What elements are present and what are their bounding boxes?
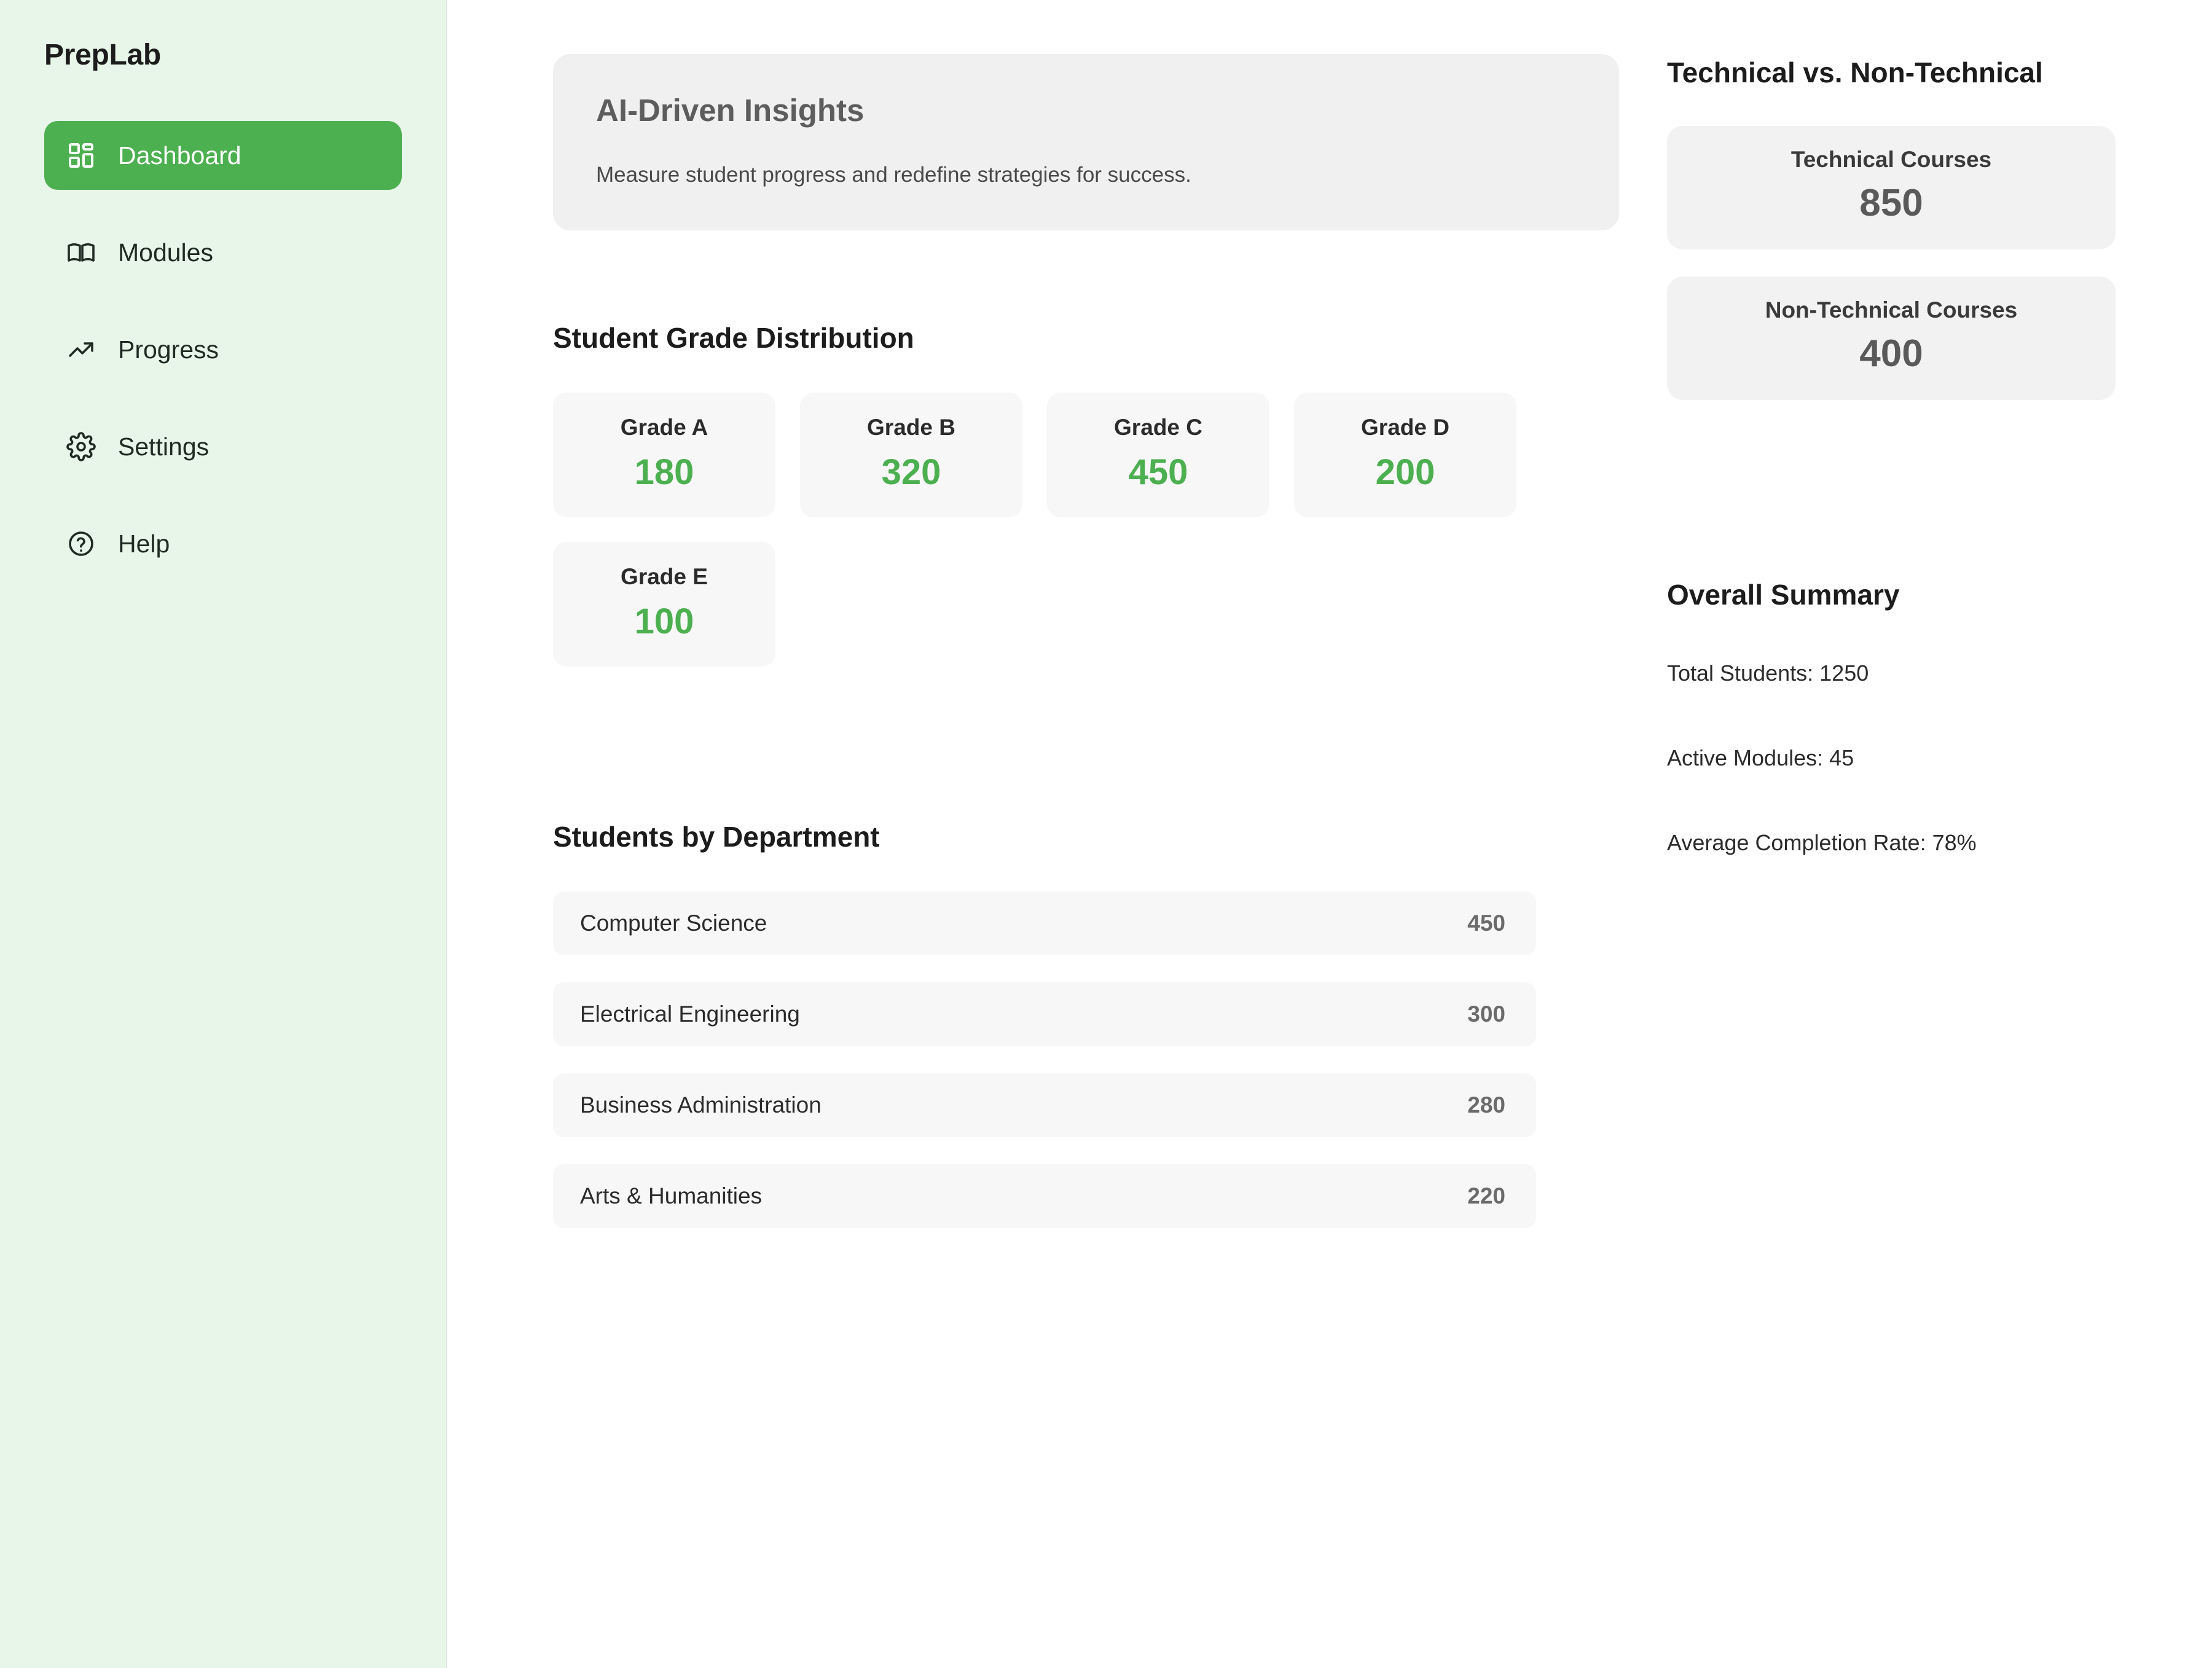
book-icon (65, 237, 97, 268)
sidebar-item-label: Settings (118, 432, 210, 461)
sidebar-item-label: Modules (118, 238, 213, 267)
app-brand: PrepLab (44, 39, 161, 71)
grade-card-value: 180 (634, 452, 694, 492)
department-list (553, 891, 1536, 1228)
department-count: 280 (1467, 1092, 1505, 1118)
grade-card-label: Grade B (867, 415, 955, 440)
list-item[interactable] (553, 1073, 1536, 1137)
department-name: Computer Science (580, 910, 767, 936)
grade-distribution-title: Student Grade Distribution (553, 322, 914, 354)
grade-card-value: 450 (1128, 452, 1188, 492)
department-name: Arts & Humanities (580, 1183, 763, 1208)
grade-card-value: 100 (634, 601, 694, 641)
grade-card-value: 200 (1375, 452, 1435, 492)
sidebar-item-help[interactable] (44, 509, 402, 578)
stat-card-value: 850 (1859, 182, 1923, 225)
sidebar-item-label: Help (118, 529, 170, 558)
departments-title: Students by Department (553, 821, 880, 853)
stat-card-label: Technical Courses (1790, 147, 1992, 173)
sidebar-item-label: Dashboard (118, 141, 241, 170)
stat-card-technical-courses (1667, 126, 2116, 249)
grade-card (1294, 393, 1516, 517)
stat-card-label: Non-Technical Courses (1765, 297, 2018, 323)
banner-title: AI-Driven Insights (596, 93, 865, 128)
sidebar-item-modules[interactable] (44, 218, 402, 287)
gear-icon (65, 431, 97, 463)
list-item[interactable] (553, 982, 1536, 1046)
summary-completion-rate: Average Completion Rate: 78% (1667, 830, 1977, 856)
question-circle-icon (65, 528, 97, 560)
grade-card-label: Grade A (620, 415, 708, 440)
grade-card (553, 393, 775, 517)
summary-active-modules: Active Modules: 45 (1667, 745, 1854, 771)
overall-summary (1667, 578, 2163, 856)
stat-card-non-technical-courses (1667, 276, 2116, 400)
summary-total-students: Total Students: 1250 (1667, 660, 1869, 686)
sidebar (0, 0, 447, 1668)
grade-card (553, 542, 775, 667)
grade-card-label: Grade C (1114, 415, 1202, 440)
grade-card-value: 320 (881, 452, 941, 492)
sidebar-item-dashboard[interactable] (44, 121, 402, 190)
ai-insights-banner (553, 54, 1619, 230)
department-count: 300 (1467, 1001, 1505, 1027)
grade-card-label: Grade D (1361, 415, 1449, 440)
main-left-column (447, 54, 1615, 1668)
list-item[interactable] (553, 891, 1536, 955)
main-right-column (1615, 54, 2212, 1668)
stat-card-value: 400 (1859, 332, 1923, 375)
grade-card (1047, 393, 1269, 517)
department-name: Business Administration (580, 1092, 822, 1118)
sidebar-item-settings[interactable] (44, 412, 402, 481)
trending-up-icon (65, 334, 97, 366)
main-content (447, 0, 2212, 1668)
sidebar-nav (0, 121, 446, 578)
grade-card (800, 393, 1022, 517)
sidebar-item-label: Progress (118, 335, 219, 364)
overall-summary-title: Overall Summary (1667, 579, 1900, 611)
department-count: 220 (1467, 1183, 1505, 1208)
grid-icon (65, 139, 97, 171)
banner-subtitle: Measure student progress and redefine strategies for success. (596, 163, 1191, 187)
department-count: 450 (1467, 910, 1505, 936)
course-split-title: Technical vs. Non-Technical (1667, 57, 2043, 88)
list-item[interactable] (553, 1164, 1536, 1228)
grade-card-grid (553, 393, 1561, 667)
sidebar-item-progress[interactable] (44, 315, 402, 384)
grade-card-label: Grade E (621, 564, 708, 589)
department-name: Electrical Engineering (580, 1001, 800, 1027)
